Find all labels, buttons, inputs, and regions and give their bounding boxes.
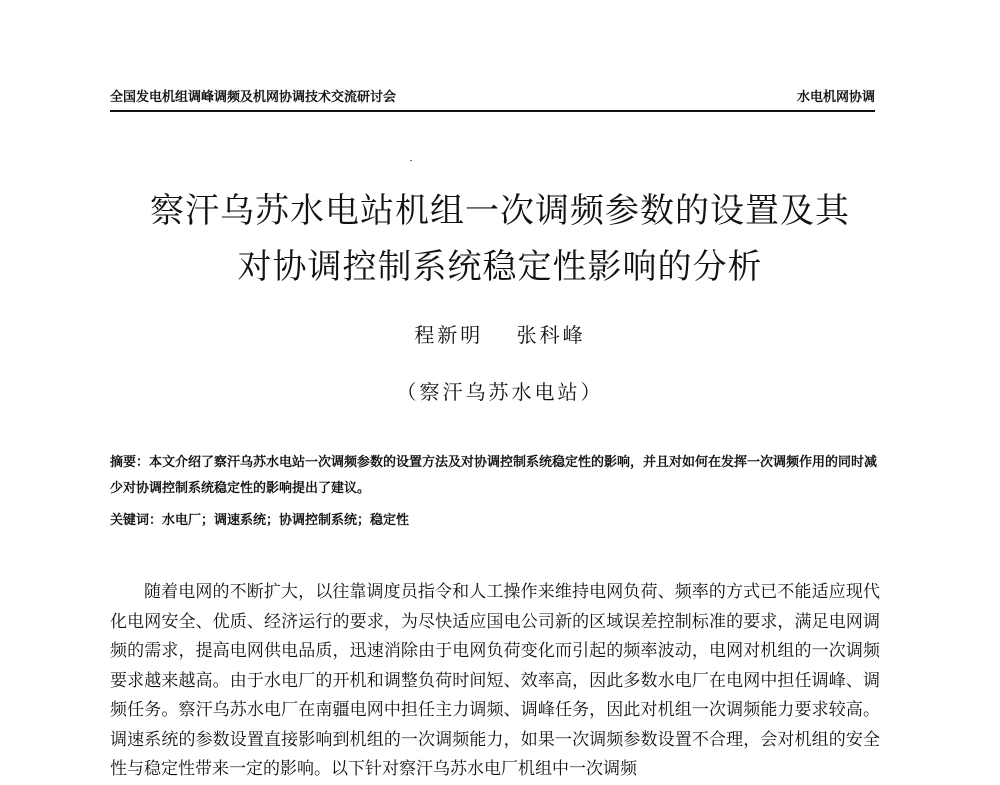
keywords-text: 水电厂；调速系统；协调控制系统；稳定性 bbox=[162, 513, 410, 528]
keywords bbox=[110, 508, 880, 534]
body-paragraph: 随着电网的不断扩大，以往靠调度员指令和人工操作来维持电网负荷、频率的方式已不能适应现代化电网安全、优质、经济运行的要求，为尽快适应国电公司新的区域误差控制标准的要求，满足电网调频的需求，提高电网供电品质，迅速消除由于电网负荷变化而引起的频率波动，电网对机组的一次调频要求越来越高。由于水电厂的开机和调整负荷时间短、效率高，因此多数水电厂在电网中担任调峰、调频任务。察汗乌苏水电厂在南疆电网中担任主力调频、调峰任务，因此对机组一次调频能力要求较高。调速系统的参数设置直接影响到机组的一次调频能力，如果一次调频参数设置不合理，会对机组的安全性与稳定性带来一定的影响。以下针对察汗乌苏水电厂机组中一次调频 bbox=[110, 582, 880, 779]
author-list bbox=[0, 320, 1000, 350]
section-name: 水电机网协调 bbox=[796, 90, 875, 105]
abstract-label: 摘要： bbox=[110, 455, 150, 470]
affiliation: （察汗乌苏水电站） bbox=[396, 380, 604, 404]
running-header bbox=[110, 88, 875, 112]
abstract bbox=[110, 450, 880, 502]
paper-title bbox=[100, 183, 900, 295]
keywords-label: 关键词： bbox=[110, 513, 163, 528]
title-line-1: 察汗乌苏水电站机组一次调频参数的设置及其 bbox=[150, 191, 850, 231]
scan-speck bbox=[410, 160, 412, 161]
author-name: 程新明 bbox=[414, 323, 484, 347]
title-line-2: 对协调控制系统稳定性影响的分析 bbox=[237, 247, 763, 287]
author-name: 张科峰 bbox=[516, 323, 586, 347]
conference-name: 全国发电机组调峰调频及机网协调技术交流研讨会 bbox=[110, 90, 397, 105]
abstract-text: 本文介绍了察汗乌苏水电站一次调频参数的设置方法及对协调控制系统稳定性的影响，并且对如何在发挥一次调频作用的同时减少对协调控制系统稳定性的影响提出了建议。 bbox=[110, 455, 878, 496]
